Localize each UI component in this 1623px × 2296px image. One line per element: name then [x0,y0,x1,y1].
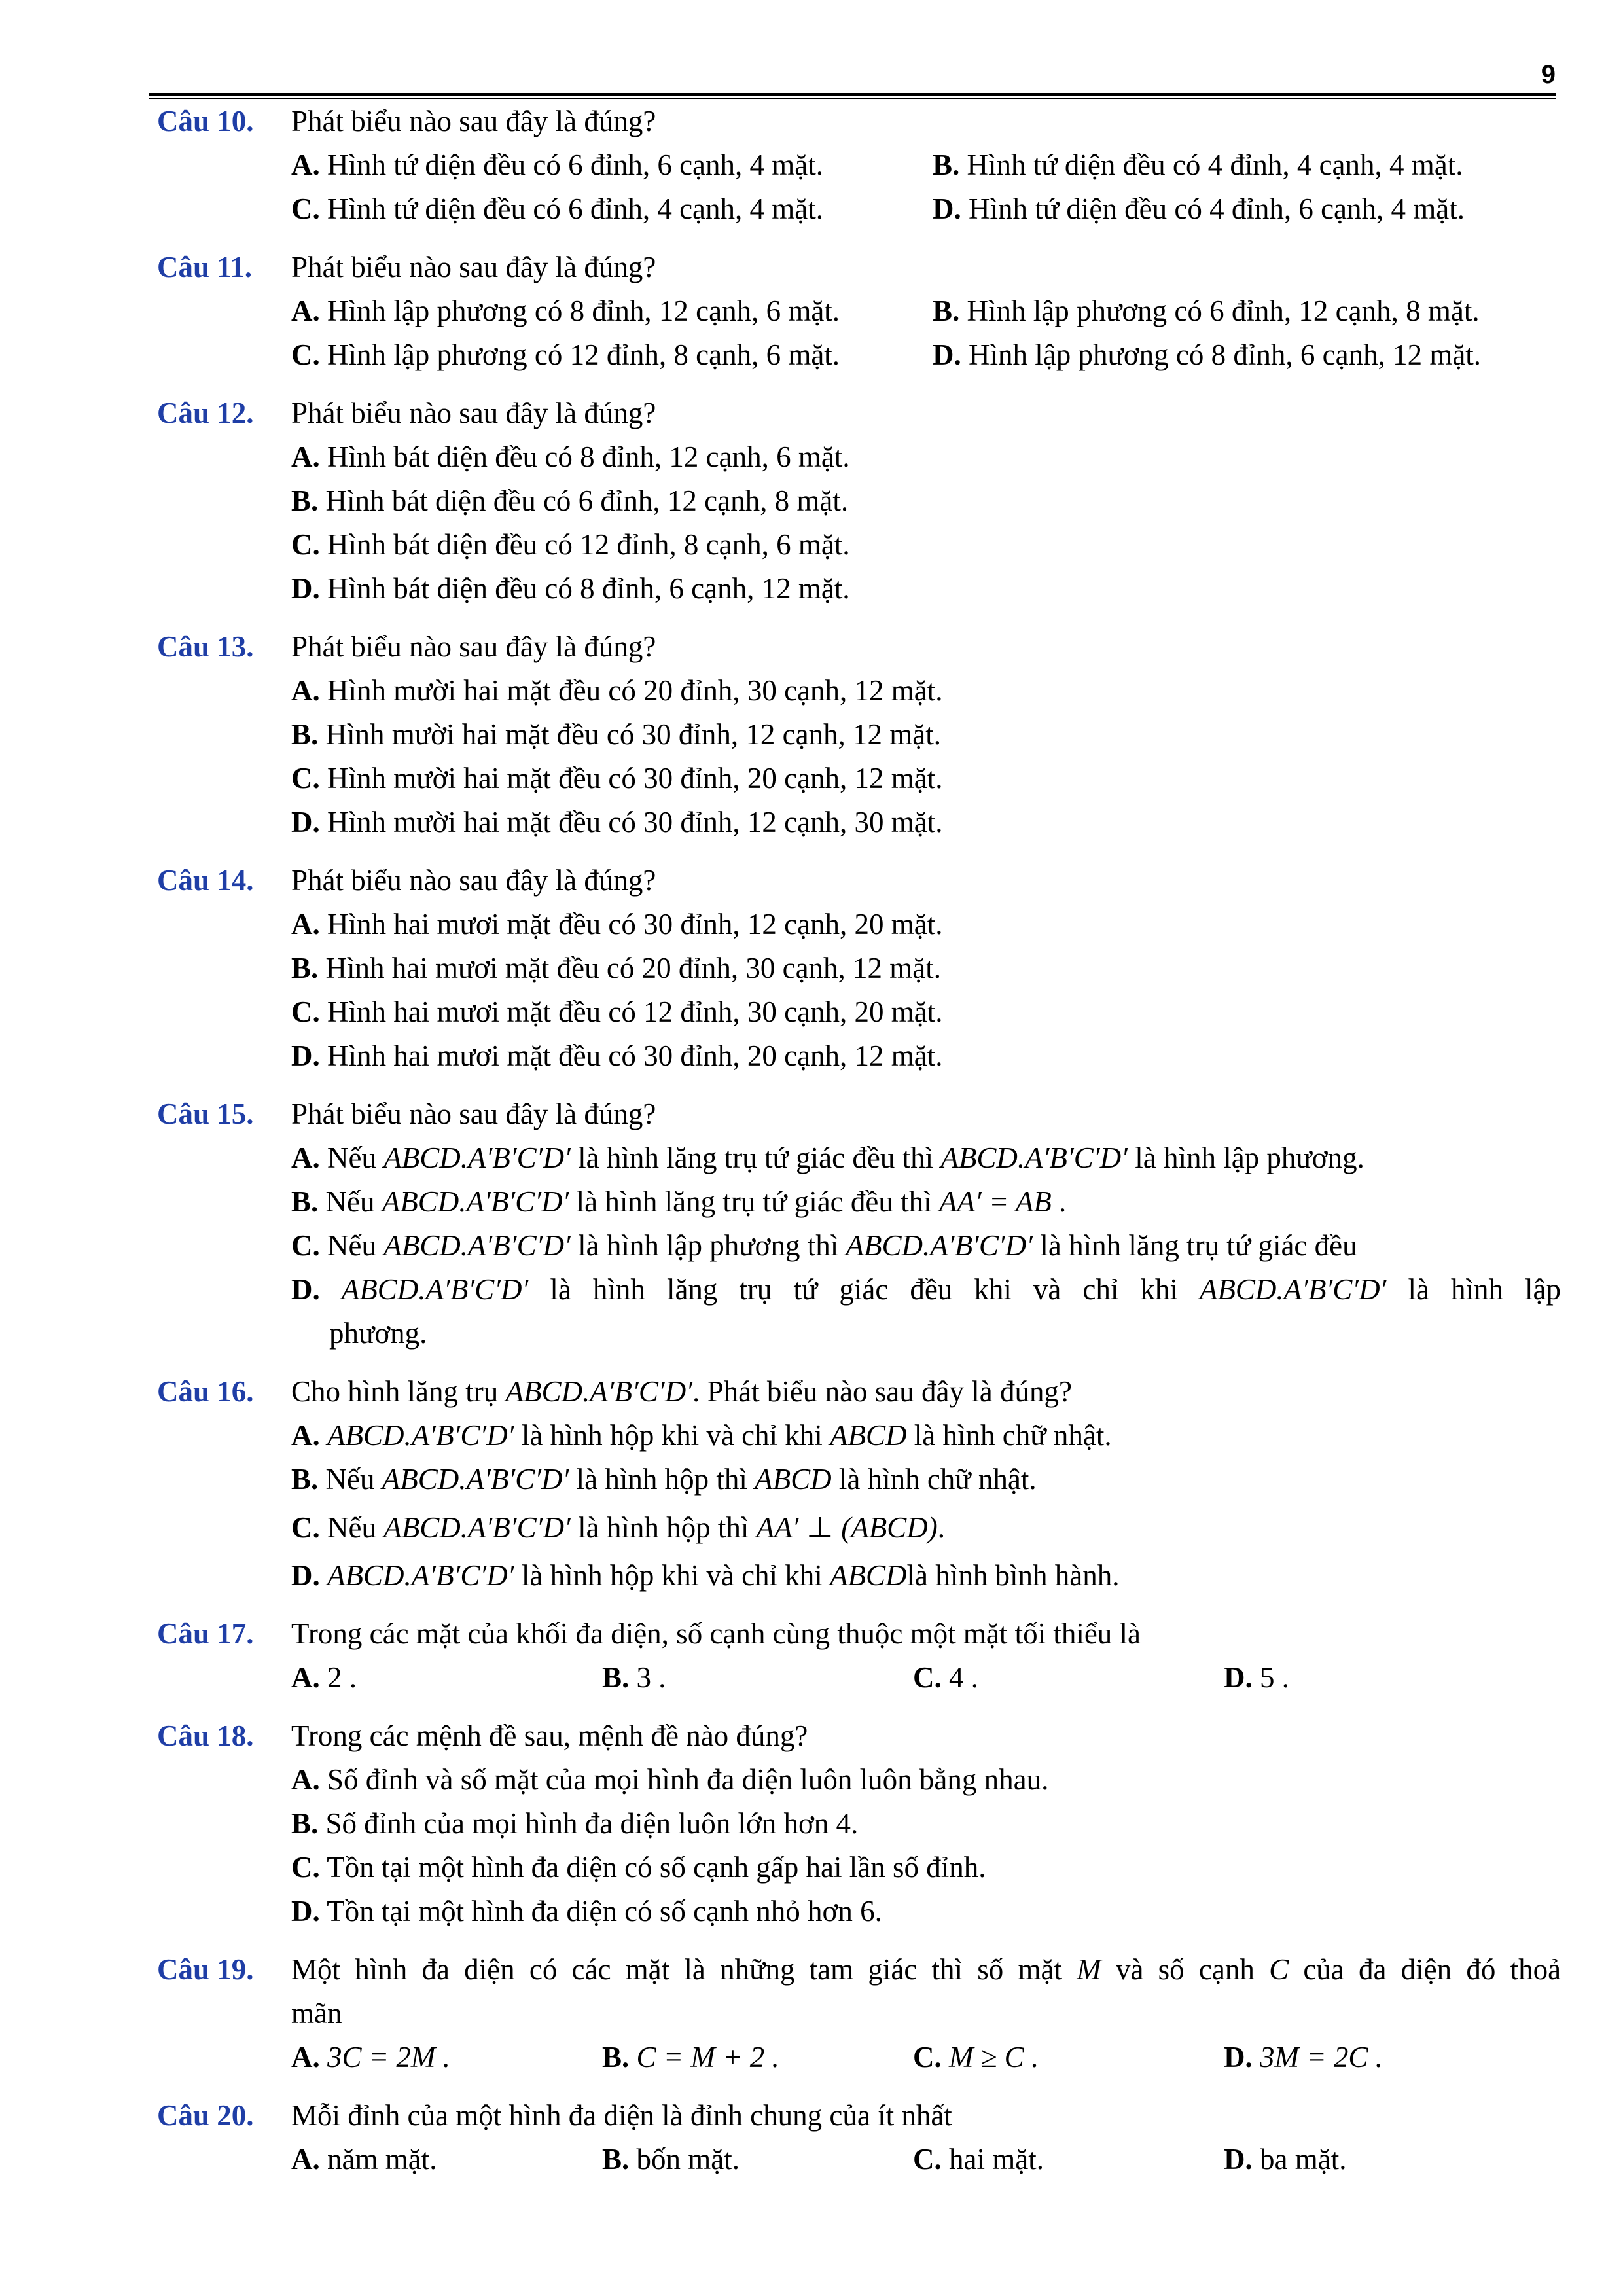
question-text: Phát biểu nào sau đây là đúng? [291,630,656,663]
options [291,435,1561,611]
option-c: C. Nếu ABCD.A′B′C′D′ là hình hộp thì AA′ ⊥ (ABCD). [291,1511,945,1544]
option-d: D. Hình bát diện đều có 8 đỉnh, 6 cạnh, 12 mặt. [291,572,850,605]
question-15 [157,1092,1561,1355]
option-d: D. Hình mười hai mặt đều có 30 đỉnh, 12 cạnh, 30 mặt. [291,806,943,838]
option-a: A. Hình tứ diện đều có 6 đỉnh, 6 cạnh, 4 mặt. [291,149,823,181]
question-text: Trong các mệnh đề sau, mệnh đề nào đúng? [291,1719,808,1752]
option-b: B. Hình lập phương có 6 đỉnh, 12 cạnh, 8 mặt. [933,295,1480,327]
math-expression: ABCD.A′B′C′D′ [327,1559,514,1592]
option-d: D. Hình hai mươi mặt đều có 30 đỉnh, 20 cạnh, 12 mặt. [291,1039,943,1072]
math-expression: ABCD.A′B′C′D′ [382,1463,569,1496]
question-text: Phát biểu nào sau đây là đúng? [291,105,656,137]
option-d: D. Hình lập phương có 8 đỉnh, 6 cạnh, 12 mặt. [933,338,1482,371]
option-b: B. Hình mười hai mặt đều có 30 đỉnh, 12 cạnh, 12 mặt. [291,718,942,751]
question-label: Câu 14. [157,864,254,897]
question-19 [157,1948,1561,2079]
math-expression: ABCD [830,1559,907,1592]
question-label: Câu 13. [157,630,254,663]
option-b: B. 3 . [602,1661,666,1694]
option-a: A. Hình bát diện đều có 8 đỉnh, 12 cạnh, 6 mặt. [291,440,850,473]
question-label: Câu 16. [157,1375,254,1408]
question-label: Câu 10. [157,105,254,137]
math-expression: ABCD [755,1463,832,1496]
question-text: Phát biểu nào sau đây là đúng? [291,251,656,283]
math-expression: ABCD.A′B′C′D′ [505,1375,693,1408]
option-c: C. 4 . [913,1661,978,1694]
options [291,143,1561,231]
options [291,1414,1561,1598]
question-list [157,99,1561,2196]
option-c: C. Hình mười hai mặt đều có 30 đỉnh, 20 cạnh, 12 mặt. [291,762,943,795]
option-a: A. 3C = 2M . [291,2041,450,2073]
option-c: C. hai mặt. [913,2143,1044,2176]
option-b: B. Hình tứ diện đều có 4 đỉnh, 4 cạnh, 4 mặt. [933,149,1463,181]
option-b: B. C = M + 2 . [602,2041,779,2073]
options [291,1136,1561,1355]
math-expression: AA′ ⊥ (ABCD) [756,1511,938,1544]
question-text: Phát biểu nào sau đây là đúng? [291,864,656,897]
option-d: D. 3M = 2C . [1224,2041,1383,2073]
option-c: C. Hình bát diện đều có 12 đỉnh, 8 cạnh, 6 mặt. [291,528,850,561]
option-d: D. Hình tứ diện đều có 4 đỉnh, 6 cạnh, 4 mặt. [933,192,1465,225]
question-label: Câu 17. [157,1617,254,1650]
option-d: D. ABCD.A′B′C′D′ là hình lăng trụ tứ giác đều khi và chỉ khi ABCD.A′B′C′D′ là hình lập [291,1273,1561,1306]
question-18 [157,1714,1561,1933]
math-expression: AA′ = AB [938,1185,1052,1218]
options [291,2036,1561,2079]
options [291,1758,1561,1933]
math-expression: ABCD.A′B′C′D′ [1199,1273,1387,1306]
question-text: Cho hình lăng trụ ABCD.A′B′C′D′. Phát biểu nào sau đây là đúng? [291,1375,1072,1408]
header-rule [149,93,1556,96]
option-d: D. ABCD.A′B′C′D′ là hình hộp khi và chỉ khi ABCDlà hình bình hành. [291,1559,1120,1592]
question-14 [157,859,1561,1078]
math-expression: ABCD [830,1419,907,1452]
math-expression: ABCD.A′B′C′D′ [846,1229,1033,1262]
option-d: D. Tồn tại một hình đa diện có số cạnh nhỏ hơn 6. [291,1895,882,1928]
option-b: B. Hình bát diện đều có 6 đỉnh, 12 cạnh, 8 mặt. [291,484,849,517]
option-b: B. Số đỉnh của mọi hình đa diện luôn lớn hơn 4. [291,1807,859,1840]
header-rule-thin [149,98,1556,99]
option-a: A. 2 . [291,1661,357,1694]
question-text-continuation: mãn [291,1997,342,2030]
option-a: A. Hình lập phương có 8 đỉnh, 12 cạnh, 6 mặt. [291,295,840,327]
question-text: Trong các mặt của khối đa diện, số cạnh cùng thuộc một mặt tối thiểu là [291,1617,1141,1650]
question-13 [157,625,1561,844]
math-expression: ABCD.A′B′C′D′ [383,1511,571,1544]
option-a: A. Hình hai mươi mặt đều có 30 đỉnh, 12 cạnh, 20 mặt. [291,908,943,941]
option-d: D. ba mặt. [1224,2143,1347,2176]
option-d-continuation: phương. [329,1317,427,1350]
option-b: B. Hình hai mươi mặt đều có 20 đỉnh, 30 cạnh, 12 mặt. [291,952,942,984]
question-text: Mỗi đỉnh của một hình đa diện là đỉnh chung của ít nhất [291,2099,952,2132]
options [291,903,1561,1078]
question-label: Câu 19. [157,1953,254,1986]
options [291,289,1561,377]
option-a: A. ABCD.A′B′C′D′ là hình hộp khi và chỉ khi ABCD là hình chữ nhật. [291,1419,1112,1452]
math-expression: ABCD.A′B′C′D′ [940,1141,1128,1174]
option-c: C. Nếu ABCD.A′B′C′D′ là hình lập phương thì ABCD.A′B′C′D′ là hình lăng trụ tứ giác đều [291,1229,1357,1262]
question-label: Câu 15. [157,1098,254,1130]
option-b: B. bốn mặt. [602,2143,740,2176]
question-11 [157,245,1561,377]
math-expression: ABCD.A′B′C′D′ [382,1185,569,1218]
question-label: Câu 12. [157,397,254,429]
question-17 [157,1612,1561,1700]
math-expression: ABCD.A′B′C′D′ [327,1419,514,1452]
option-c: C. M ≥ C . [913,2041,1039,2073]
question-text: Phát biểu nào sau đây là đúng? [291,397,656,429]
page-number: 9 [1541,60,1556,89]
question-label: Câu 20. [157,2099,254,2132]
option-a: A. Nếu ABCD.A′B′C′D′ là hình lăng trụ tứ giác đều thì ABCD.A′B′C′D′ là hình lập phương. [291,1141,1364,1174]
option-a: A. Hình mười hai mặt đều có 20 đỉnh, 30 cạnh, 12 mặt. [291,674,943,707]
math-expression: ABCD.A′B′C′D′ [383,1229,571,1262]
math-expression: ABCD.A′B′C′D′ [341,1273,529,1306]
options [291,2138,1561,2181]
option-c: C. Hình hai mươi mặt đều có 12 đỉnh, 30 cạnh, 20 mặt. [291,996,943,1028]
math-expression: M [1077,1953,1101,1986]
question-label: Câu 11. [157,251,253,283]
question-text: Một hình đa diện có các mặt là những tam giác thì số mặt M và số cạnh C của đa diện đó thoả [291,1953,1561,1986]
option-d: D. 5 . [1224,1661,1289,1694]
option-a: A. năm mặt. [291,2143,437,2176]
option-c: C. Hình tứ diện đều có 6 đỉnh, 4 cạnh, 4 mặt. [291,192,823,225]
question-label: Câu 18. [157,1719,254,1752]
option-b: B. Nếu ABCD.A′B′C′D′ là hình lăng trụ tứ giác đều thì AA′ = AB . [291,1185,1067,1218]
options [291,1656,1561,1700]
question-16 [157,1370,1561,1598]
question-12 [157,391,1561,611]
math-expression: ABCD.A′B′C′D′ [383,1141,571,1174]
question-10 [157,99,1561,231]
question-20 [157,2094,1561,2181]
option-c: C. Tồn tại một hình đa diện có số cạnh gấp hai lần số đỉnh. [291,1851,986,1884]
options [291,669,1561,844]
math-expression: C [1269,1953,1289,1986]
option-a: A. Số đỉnh và số mặt của mọi hình đa diện luôn luôn bằng nhau. [291,1763,1049,1796]
option-b: B. Nếu ABCD.A′B′C′D′ là hình hộp thì ABCD là hình chữ nhật. [291,1463,1037,1496]
option-c: C. Hình lập phương có 12 đỉnh, 8 cạnh, 6 mặt. [291,338,840,371]
question-text: Phát biểu nào sau đây là đúng? [291,1098,656,1130]
